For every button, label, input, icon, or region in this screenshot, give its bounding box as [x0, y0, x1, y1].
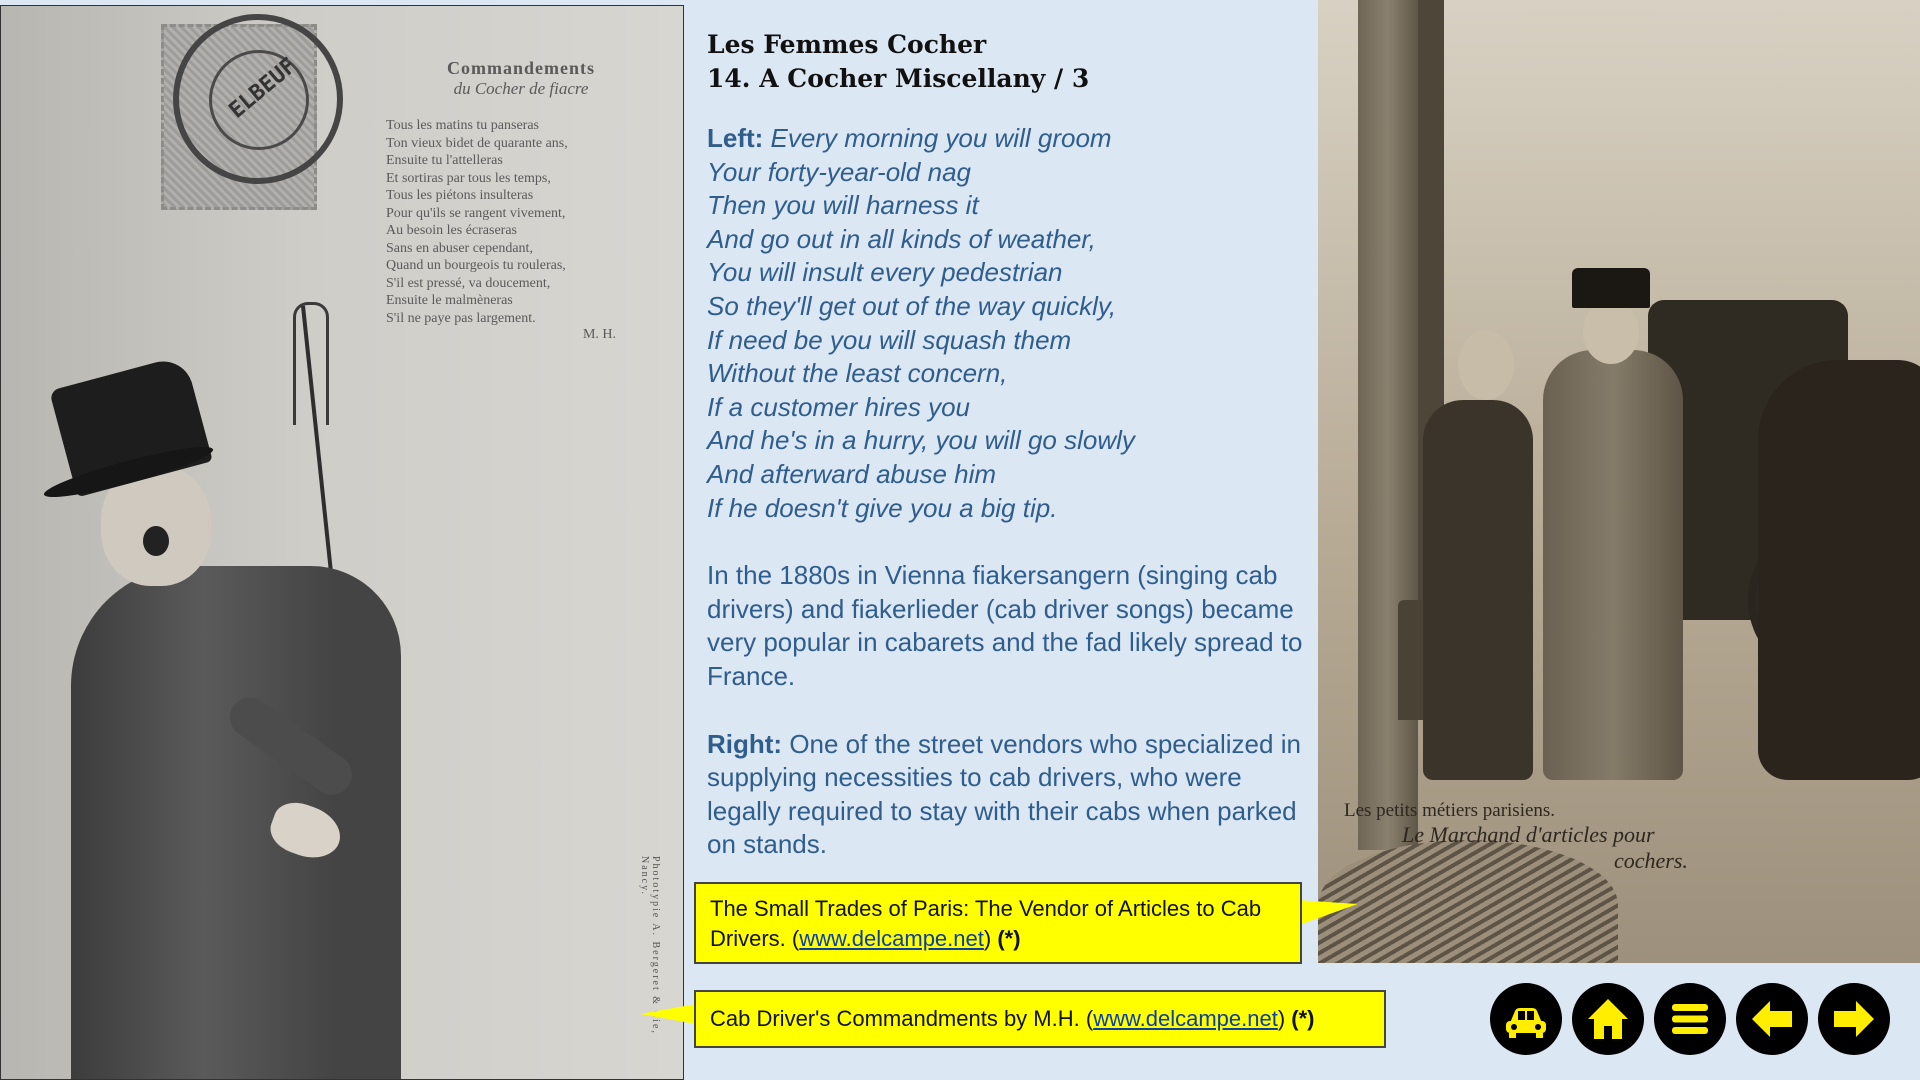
taxi-icon — [1500, 993, 1552, 1045]
postcard-poem-line: Tous les piétons insulteras — [386, 188, 534, 203]
callout-right-link[interactable]: www.delcampe.net — [799, 926, 984, 951]
right-postcard-image — [1318, 0, 1920, 963]
callout-right-mark: (*) — [997, 926, 1021, 951]
page-title: Les Femmes Cocher — [707, 30, 987, 59]
home-icon — [1582, 993, 1634, 1045]
postcard-poem-line: Sans en abuser cependant, — [386, 240, 533, 256]
poem-line: And he's in a hurry, you will go slowly — [707, 425, 1135, 456]
callout-right-text-after: ) — [983, 926, 998, 951]
callout-left-link[interactable]: www.delcampe.net — [1093, 1006, 1278, 1031]
taxi-button[interactable] — [1490, 983, 1562, 1055]
next-button[interactable] — [1818, 983, 1890, 1055]
slide-titles — [707, 28, 1307, 96]
main-text — [707, 122, 1307, 896]
postcard-poem-line: Pour qu'ils se rangent vivement, — [386, 205, 566, 221]
right-description-text: One of the street vendors who specialized in supplying necessities to cab drivers, who were legally required to stay with their cabs when parked on stands. — [707, 728, 1301, 860]
postcard-poem-title: Commandements — [447, 58, 595, 78]
right-postcard-caption — [1344, 800, 1744, 874]
postcard-poem-line: S'il ne paye pas largement. — [386, 310, 536, 326]
postcard-side-caption: Phototypie A. Bergeret & Cie, Nancy. — [639, 856, 661, 1035]
vendor-head — [1458, 330, 1514, 400]
cab-driver-head — [1583, 300, 1639, 364]
postcard-poem-subtitle: du Cocher de fiacre — [453, 79, 589, 98]
callout-left-mark: (*) — [1291, 1006, 1315, 1031]
page-subtitle: 14. A Cocher Miscellany / 3 — [707, 64, 1090, 93]
callout-left-text: Cab Driver's Commandments by M.H. ( — [710, 1006, 1094, 1031]
callout-left-pointer — [640, 1004, 696, 1024]
poem-line: You will insult every pedestrian — [707, 257, 1063, 288]
vendor-figure — [1423, 400, 1533, 780]
right-postcard-caption-line1: Les petits métiers parisiens. — [1344, 800, 1556, 821]
poem-line: And go out in all kinds of weather, — [707, 223, 1096, 254]
poem-line: If need be you will squash them — [707, 324, 1072, 355]
horse — [1758, 360, 1920, 780]
left-description — [707, 122, 1307, 525]
poem-line: If a customer hires you — [707, 391, 970, 422]
callout-left-text-after: ) — [1277, 1006, 1292, 1031]
poem-line: Then you will harness it — [707, 190, 979, 221]
right-postcard-caption-line3: cochers. — [1614, 848, 1688, 873]
poem-line: And afterward abuse him — [707, 458, 997, 489]
postcard-poem-line: Et sortiras par tous les temps, — [386, 170, 551, 186]
postcard-poem-line: S'il est pressé, va doucement, — [386, 275, 551, 291]
right-postcard-caption-line2: Le Marchand d'articles pour — [1402, 822, 1655, 847]
postcard-poem-line: Quand un bourgeois tu rouleras, — [386, 258, 566, 273]
right-description — [707, 728, 1307, 862]
callout-right-caption — [694, 882, 1302, 964]
postcard-poem-line: Ton vieux bidet de quarante ans, — [386, 135, 568, 151]
left-postcard-image — [0, 5, 684, 1080]
postmark-text: ELBEUF — [224, 53, 302, 124]
cab-driver-figure — [1543, 350, 1683, 780]
poem-line: If he doesn't give you a big tip. — [707, 492, 1058, 523]
postcard-poem — [386, 58, 656, 343]
right-label: Right: — [707, 728, 790, 759]
tree-trunk — [1358, 0, 1418, 850]
history-paragraph: In the 1880s in Vienna fiakersangern (singing cab drivers) and fiakerlieder (cab driver songs) became very popular in cabarets and the fad likely spread to France. — [707, 560, 1303, 691]
previous-button[interactable] — [1736, 983, 1808, 1055]
postcard-poem-signature: M. H. — [582, 327, 616, 342]
left-label: Left: — [707, 123, 771, 153]
postcard-poem-line: Au besoin les écraseras — [386, 223, 518, 238]
poem-line: So they'll get out of the way quickly, — [707, 290, 1117, 321]
poem-line: Your forty-year-old nag — [707, 156, 971, 187]
arrow-right-icon — [1828, 993, 1880, 1045]
poem-line: Every morning you will groom — [770, 123, 1112, 153]
callout-left-caption — [694, 990, 1386, 1048]
postcard-poem-line: Ensuite tu l'attelleras — [386, 153, 503, 168]
home-button[interactable] — [1572, 983, 1644, 1055]
postcard-poem-line: Tous les matins tu panseras — [386, 118, 539, 133]
singer-mouth — [143, 526, 169, 556]
menu-icon — [1664, 993, 1716, 1045]
postcard-poem-line: Ensuite le malmèneras — [386, 293, 513, 308]
callout-right-text: The Small Trades of Paris: The Vendor of Articles to Cab Drivers. ( — [710, 896, 1262, 951]
menu-button[interactable] — [1654, 983, 1726, 1055]
arrow-left-icon — [1746, 993, 1798, 1045]
poem-line: Without the least concern, — [707, 358, 1008, 389]
cab-driver-top-hat — [1572, 268, 1650, 308]
singer-coat — [71, 566, 401, 1080]
